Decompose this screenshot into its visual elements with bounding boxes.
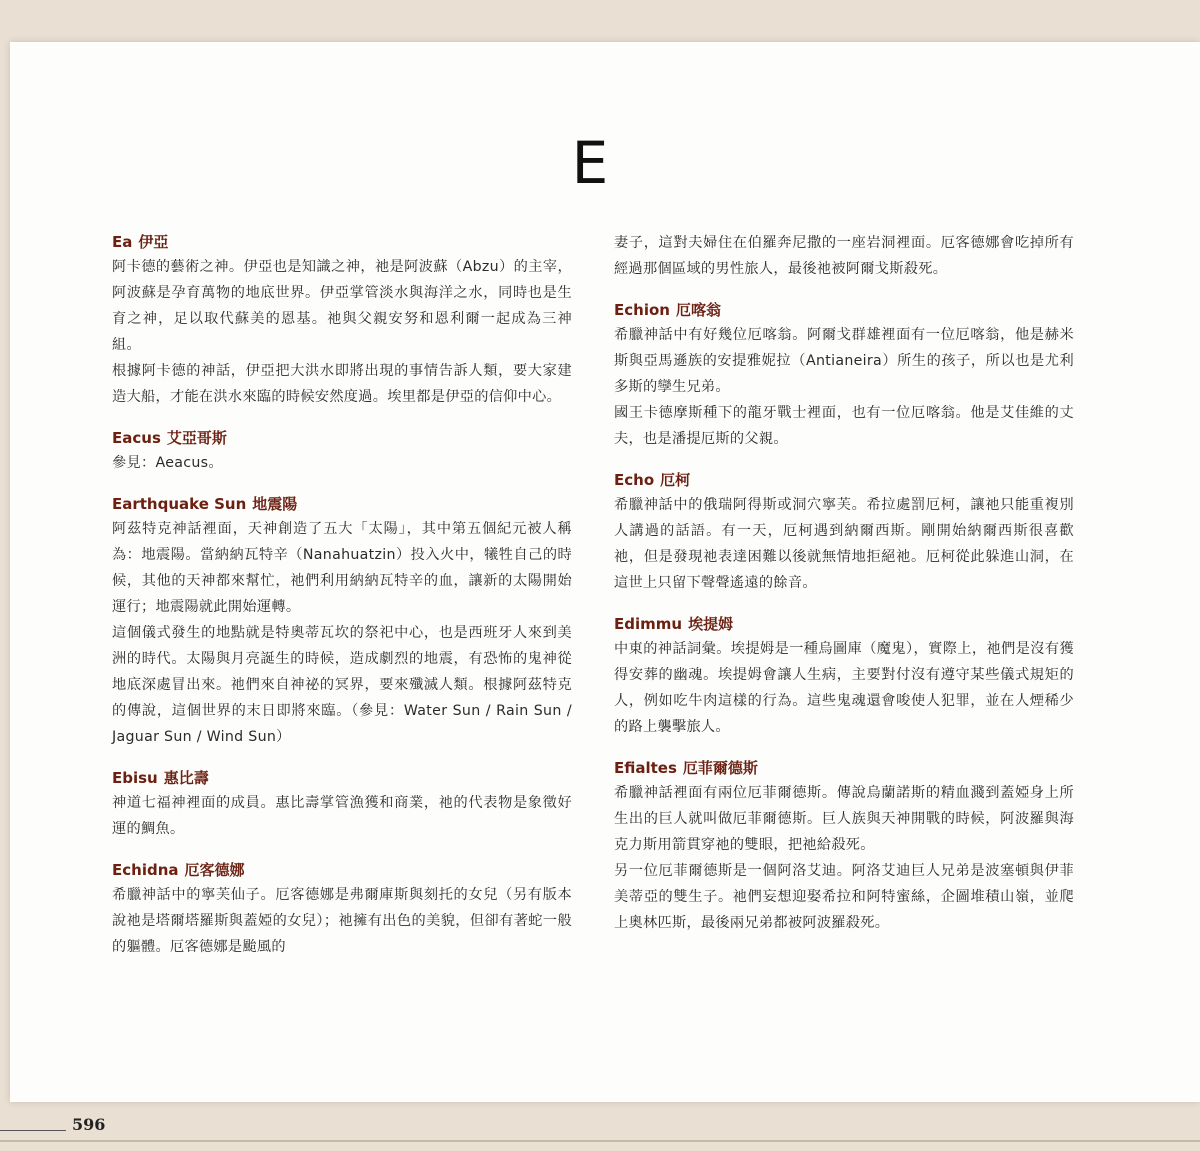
entry-term-chinese: 厄喀翁 <box>675 301 721 319</box>
entry-title <box>614 614 1074 634</box>
entry-term-chinese: 厄菲爾德斯 <box>682 759 758 777</box>
entry-title <box>112 494 572 514</box>
entry-term-chinese: 埃提姆 <box>688 615 734 633</box>
entry-term-chinese: 惠比壽 <box>163 769 209 787</box>
entry-term: Earthquake Sun <box>112 495 247 513</box>
dictionary-entry <box>112 428 572 476</box>
dictionary-entry <box>112 768 572 842</box>
entry-title <box>614 300 1074 320</box>
dictionary-entry <box>614 614 1074 740</box>
page-edge <box>0 1140 1200 1142</box>
entry-paragraph: 妻子，這對夫婦住在伯羅奔尼撒的一座岩洞裡面。厄客德娜會吃掉所有經過那個區域的男性旅人，最後祂被阿爾戈斯殺死。 <box>614 235 1074 277</box>
entry-title <box>614 758 1074 778</box>
dictionary-entry <box>614 470 1074 596</box>
page-number: 596 <box>72 1115 106 1134</box>
entry-title <box>112 860 572 880</box>
entry-term-chinese: 厄柯 <box>660 471 691 489</box>
entry-paragraph: 希臘神話裡面有兩位厄菲爾德斯。傳說烏蘭諾斯的精血濺到蓋婭身上所生出的巨人就叫做厄菲爾德斯。巨人族與天神開戰的時候，阿波羅與海克力斯用箭貫穿祂的雙眼，把祂給殺死。 <box>614 785 1074 853</box>
entry-paragraph: 國王卡德摩斯種下的龍牙戰士裡面，也有一位厄喀翁。他是艾佳維的丈夫，也是潘提厄斯的父親。 <box>614 405 1074 447</box>
entry-term-chinese: 厄客德娜 <box>184 861 245 879</box>
entry-paragraph: 希臘神話中的寧芙仙子。厄客德娜是弗爾庫斯與刻托的女兒（另有版本說祂是塔爾塔羅斯與蓋婭的女兒）；祂擁有出色的美貌，但卻有著蛇一般的軀體。厄客德娜是颱風的 <box>112 887 572 955</box>
entry-term-chinese: 艾亞哥斯 <box>166 429 227 447</box>
dictionary-entry <box>614 230 1074 282</box>
entry-title <box>112 768 572 788</box>
entry-paragraph: 中東的神話詞彙。埃提姆是一種烏圖庫（魔鬼），實際上，祂們是沒有獲得安葬的幽魂。埃提姆會讓人生病，主要對付沒有遵守某些儀式規矩的人，例如吃牛肉這樣的行為。這些鬼魂還會唆使人犯罪，並在人煙稀少的路上襲擊旅人。 <box>614 641 1074 735</box>
dictionary-entry <box>112 232 572 410</box>
dictionary-entry <box>112 860 572 960</box>
entry-term-chinese: 伊亞 <box>138 233 169 251</box>
left-column <box>112 232 572 978</box>
entry-paragraph: 神道七福神裡面的成員。惠比壽掌管漁獲和商業，祂的代表物是象徵好運的鯛魚。 <box>112 795 572 837</box>
entry-title <box>112 428 572 448</box>
entry-paragraph: 阿卡德的藝術之神。伊亞也是知識之神，祂是阿波蘇（Abzu）的主宰，阿波蘇是孕育萬物的地底世界。伊亞掌管淡水與海洋之水，同時也是生育之神，足以取代蘇美的恩基。祂與父親安努和恩利爾一起成為三神組。 <box>112 259 572 353</box>
entry-term: Echidna <box>112 861 179 879</box>
entry-paragraph: 另一位厄菲爾德斯是一個阿洛艾迪。阿洛艾迪巨人兄弟是波塞頓與伊菲美蒂亞的雙生子。祂們妄想迎娶希拉和阿特蜜絲，企圖堆積山嶺，並爬上奧林匹斯，最後兩兄弟都被阿波羅殺死。 <box>614 863 1074 931</box>
page-number-rule <box>0 1130 66 1131</box>
entry-term-chinese: 地震陽 <box>252 495 298 513</box>
entry-title <box>112 232 572 252</box>
entry-paragraph: 阿茲特克神話裡面，天神創造了五大「太陽」，其中第五個紀元被人稱為：地震陽。當納納瓦特辛（Nanahuatzin）投入火中，犧牲自己的時候，其他的天神都來幫忙，祂們利用納納瓦特辛的血，讓新的太陽開始運行；地震陽就此開始運轉。 <box>112 521 572 615</box>
right-column <box>614 230 1074 954</box>
entry-paragraph: 根據阿卡德的神話，伊亞把大洪水即將出現的事情告訴人類，要大家建造大船，才能在洪水來臨的時候安然度過。埃里都是伊亞的信仰中心。 <box>112 363 572 405</box>
entry-paragraph: 希臘神話中有好幾位厄喀翁。阿爾戈群雄裡面有一位厄喀翁，他是赫米斯與亞馬遜族的安提雅妮拉（Antianeira）所生的孩子，所以也是尤利多斯的孿生兄弟。 <box>614 327 1074 395</box>
entry-paragraph: 參見：Aeacus。 <box>112 455 223 471</box>
dictionary-entry <box>614 300 1074 452</box>
entry-term: Eacus <box>112 429 161 447</box>
entry-title <box>614 470 1074 490</box>
entry-term: Echion <box>614 301 670 319</box>
entry-term: Efialtes <box>614 759 677 777</box>
entry-term: Ebisu <box>112 769 158 787</box>
dictionary-entry <box>614 758 1074 936</box>
dictionary-entry <box>112 494 572 750</box>
entry-paragraph: 這個儀式發生的地點就是特奧蒂瓦坎的祭祀中心，也是西班牙人來到美洲的時代。太陽與月亮誕生的時候，造成劇烈的地震，有恐怖的鬼神從地底深處冒出來。祂們來自神祕的冥界，要來殲滅人類。根據阿茲特克的傳說，這個世界的末日即將來臨。（參見：Water Sun / Rain Sun / Jaguar Sun / Wind Sun） <box>112 625 572 745</box>
section-letter: E <box>571 129 609 197</box>
entry-paragraph: 希臘神話中的俄瑞阿得斯或洞穴寧芙。希拉處罰厄柯，讓祂只能重複別人講過的話語。有一天，厄柯遇到納爾西斯。剛開始納爾西斯很喜歡祂，但是發現祂表達困難以後就無情地拒絕祂。厄柯從此躲進山洞，在這世上只留下聲聲遙遠的餘音。 <box>614 497 1074 591</box>
entry-term: Edimmu <box>614 615 683 633</box>
entry-term: Ea <box>112 233 133 251</box>
entry-term: Echo <box>614 471 655 489</box>
